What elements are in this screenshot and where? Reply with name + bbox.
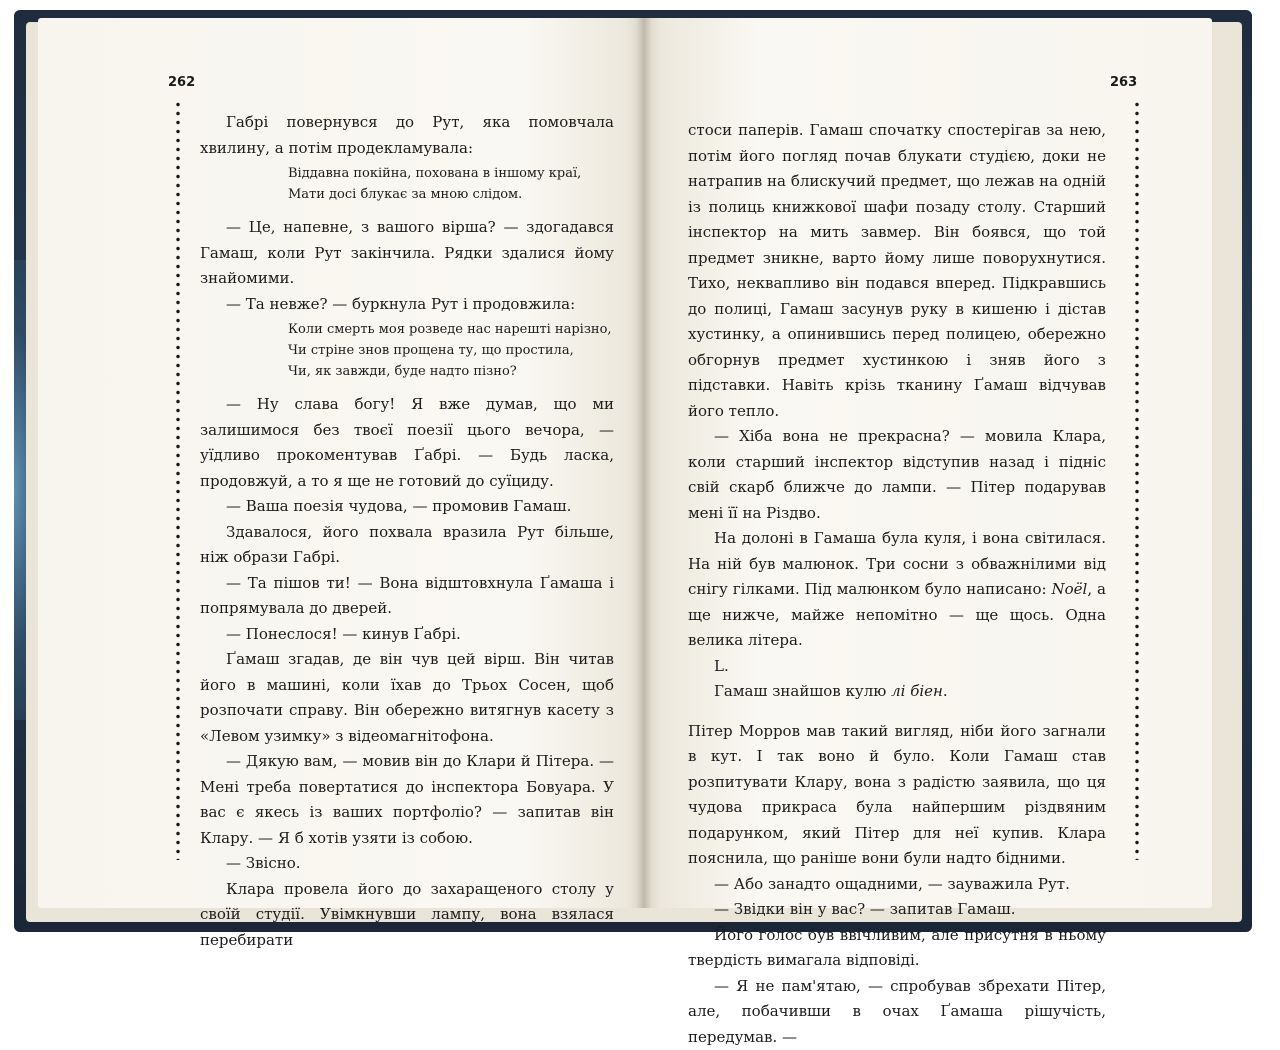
verse-line: Віддавна покійна, похована в іншому краї, — [288, 163, 614, 184]
left-page-number: 262 — [168, 75, 195, 90]
left-dotted-rule — [176, 100, 180, 860]
paragraph-text: Гамаш знайшов кулю — [714, 682, 886, 700]
verse-quote-2 — [288, 319, 614, 382]
paragraph: стоси паперів. Гамаш спочатку спостерігав за нею, потім його погляд почав блукати студією, доки не натрапив на блискучий предмет, що лежав на одній із полиць книжкової шафи позаду столу. Старший інспектор на мить завмер. Він боявся, що той предмет зникне, варто йому лише поворухнутися. Тихо, неквапливо він подався вперед. Підкравшись до полиці, Гамаш засунув руку в кишеню і дістав хустинку, а опинившись перед полицею, обережно обгорнув предмет хустинкою і зняв його з підставки. Навіть крізь тканину Ґамаш відчував його тепло. — [688, 118, 1106, 424]
paragraph: — Ну слава богу! Я вже думав, що ми залишимося без твоєї поезії цього вечора, — уїдливо прокоментував Ґабрі. — Будь ласка, продовжуй, а то я ще не готовий до суїциду. — [200, 392, 614, 494]
paragraph: — Звісно. — [200, 851, 614, 877]
paragraph — [688, 679, 1106, 705]
paragraph: — Звідки він у вас? — запитав Гамаш. — [688, 897, 1106, 923]
verse-line: Чи, як завжди, буде надто пізно? — [288, 361, 614, 382]
right-page-text — [688, 118, 1106, 1050]
italic-word: Noël — [1052, 580, 1088, 598]
paragraph-text: майже непомітно — ще щось. Одна велика літера. — [688, 606, 1106, 650]
paragraph: Клара провела його до захаращеного столу у своїй студії. Увімкнувши лампу, вона взялася перебирати — [200, 877, 614, 954]
paragraph: — Ваша поезія чудова, — промовив Гамаш. — [200, 494, 614, 520]
italic-word: лі біен — [891, 682, 943, 700]
paragraph: — Понеслося! — кинув Ґабрі. — [200, 622, 614, 648]
paragraph: Габрі повернувся до Рут, яка помовчала хвилину, а потім продекламувала: — [200, 110, 614, 161]
right-page-number: 263 — [1110, 75, 1137, 90]
paragraph-text: На долоні в Гамаша була куля, і вона світилася. На ній був малюнок. Три сосни з обважнілими від снігу гілками. Під малюнком було написано: — [688, 529, 1106, 598]
paragraph: — Я не пам'ятаю, — спробував збрехати Пітер, але, побачивши в очах Ґамаша рішучість, передумав. — — [688, 974, 1106, 1050]
paragraph: — Або занадто ощадними, — зауважила Рут. — [688, 872, 1106, 898]
paragraph-text: , а ще нижче, — [688, 580, 1106, 624]
left-page-text — [200, 110, 614, 953]
paragraph — [688, 526, 1106, 654]
verse-line: Чи стріне знов прощена ту, що простила, — [288, 340, 614, 361]
verse-quote-1 — [288, 163, 614, 205]
paragraph: Ґамаш згадав, де він чув цей вірш. Він читав його в машині, коли їхав до Трьох Сосен, щоб розпочати справу. Він обережно витягнув касету з «Левом узимку» з відеомагнітофона. — [200, 647, 614, 749]
paragraph: Здавалося, його похвала вразила Рут більше, ніж образи Габрі. — [200, 520, 614, 571]
right-dotted-rule — [1135, 100, 1139, 860]
gutter-shadow — [636, 18, 652, 908]
paragraph: L. — [688, 654, 1106, 680]
section-break — [688, 705, 1106, 719]
paragraph: Пітер Морров мав такий вигляд, ніби його загнали в кут. І так воно й було. Коли Гамаш став розпитувати Клару, вона з радістю заявила, що ця чудова прикраса була найпершим різдвяним подарунком, який Пітер для неї купив. Клара пояснила, що раніше вони були надто бідними. — [688, 719, 1106, 872]
paragraph-text: . — [943, 682, 948, 700]
paragraph: — Це, напевне, з вашого вірша? — здогадався Гамаш, коли Рут закінчила. Рядки здалися йому знайомими. — [200, 215, 614, 292]
verse-line: Мати досі блукає за мною слідом. — [288, 184, 614, 205]
paragraph: — Дякую вам, — мовив він до Клари й Пітера. — Мені треба повертатися до інспектора Бовуара. У вас є якесь із ваших портфоліо? — запитав він Клару. — Я б хотів узяти із собою. — [200, 749, 614, 851]
verse-line: Коли смерть моя розведе нас нарешті нарізно, — [288, 319, 614, 340]
paragraph: — Та невже? — буркнула Рут і продовжила: — [200, 292, 614, 318]
paragraph: — Та пішов ти! — Вона відштовхнула Ґамаша і попрямувала до дверей. — [200, 571, 614, 622]
paragraph: — Хіба вона не прекрасна? — мовила Клара, коли старший інспектор відступив назад і підніс свій скарб ближче до лампи. — Пітер подарував мені її на Різдво. — [688, 424, 1106, 526]
paragraph: Його голос був ввічливим, але присутня в ньому твердість вимагала відповіді. — [688, 923, 1106, 974]
